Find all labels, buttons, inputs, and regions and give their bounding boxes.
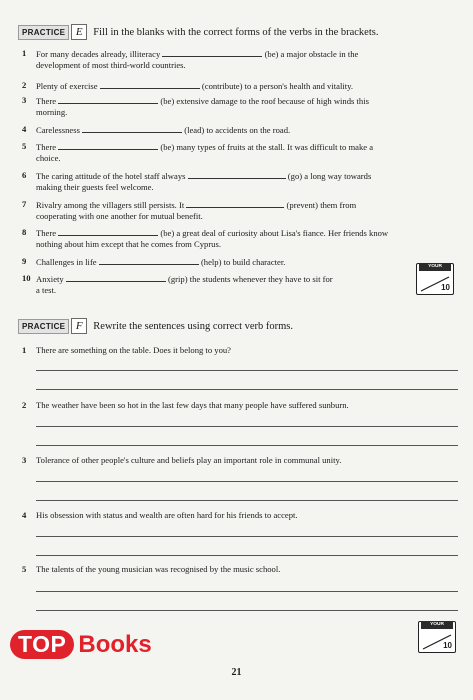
- item-text: (help) to build character.: [200, 257, 286, 267]
- item-text: There: [36, 228, 57, 238]
- section-instruction: Fill in the blanks with the correct forms of the verbs in the brackets.: [93, 26, 379, 38]
- item-text: choice.: [36, 153, 61, 163]
- answer-line[interactable]: [36, 500, 458, 501]
- answer-blank[interactable]: [58, 227, 158, 236]
- answer-blank[interactable]: [99, 256, 199, 265]
- rewrite-item: [22, 564, 442, 575]
- item-text: (be) a great deal of curiosity about Lisa's fiance. Her friends know: [160, 228, 389, 238]
- section-f-header: [18, 318, 293, 334]
- item-text: a test.: [36, 285, 57, 295]
- item-text: (contribute) to a person's health and vitality.: [201, 81, 353, 91]
- section-instruction: Rewrite the sentences using correct verb forms.: [93, 320, 294, 332]
- score-label: YOUR SCORE: [421, 621, 453, 629]
- item-text: (be) many types of fruits at the stall. It was difficult to make a: [160, 142, 374, 152]
- item-number: 5: [22, 141, 27, 151]
- item-text: Tolerance of other people's culture and beliefs play an important role in communal unity.: [36, 455, 342, 465]
- item-text: There are something on the table. Does it belong to you?: [36, 345, 231, 355]
- item-text: development of most third-world countries.: [36, 60, 186, 70]
- rewrite-item: [22, 455, 442, 466]
- answer-blank[interactable]: [66, 273, 166, 282]
- item-text: morning.: [36, 107, 68, 117]
- item-number: 10: [22, 273, 31, 283]
- answer-blank[interactable]: [58, 141, 158, 150]
- section-letter: E: [71, 24, 87, 40]
- section-letter: F: [71, 318, 87, 334]
- exercise-item: [22, 124, 442, 136]
- item-text: There: [36, 142, 57, 152]
- item-text: Anxiety: [36, 274, 64, 284]
- logo-top: TOP: [10, 630, 74, 659]
- item-number: 3: [22, 95, 27, 105]
- item-text: (be) a major obstacle in the: [264, 49, 359, 59]
- item-number: 9: [22, 256, 27, 266]
- exercise-item: [22, 256, 442, 268]
- item-text: Challenges in life: [36, 257, 97, 267]
- exercise-item: [22, 273, 372, 296]
- item-text: The talents of the young musician was recognised by the music school.: [36, 564, 281, 574]
- exercise-item: [22, 227, 442, 250]
- rewrite-item: [22, 400, 442, 411]
- item-text: nothing about him except that he comes from Cyprus.: [36, 239, 221, 249]
- answer-line[interactable]: [36, 426, 458, 427]
- exercise-item: [22, 95, 442, 118]
- item-number: 4: [22, 510, 27, 520]
- item-number: 2: [22, 400, 27, 410]
- item-number: 3: [22, 455, 27, 465]
- rewrite-item: [22, 510, 442, 521]
- exercise-item: [22, 141, 442, 164]
- practice-label: PRACTICE: [18, 25, 69, 40]
- answer-blank[interactable]: [186, 199, 284, 208]
- item-number: 2: [22, 80, 27, 90]
- answer-blank[interactable]: [100, 80, 200, 89]
- item-number: 4: [22, 124, 27, 134]
- item-text: cooperating with one another for mutual benefit.: [36, 211, 203, 221]
- item-text: (prevent) them from: [286, 200, 357, 210]
- item-text: Carelessness: [36, 125, 80, 135]
- item-number: 5: [22, 564, 27, 574]
- item-text: The caring attitude of the hotel staff always: [36, 171, 186, 181]
- answer-line[interactable]: [36, 370, 458, 371]
- item-text: (go) a long way towards: [287, 171, 372, 181]
- item-number: 6: [22, 170, 27, 180]
- exercise-item: [22, 170, 442, 193]
- exercise-item: [22, 48, 442, 71]
- item-text: Rivalry among the villagers still persists. It: [36, 200, 185, 210]
- item-text: (be) extensive damage to the roof because of high winds this: [160, 96, 369, 106]
- score-label: YOUR SCORE: [419, 263, 451, 271]
- answer-blank[interactable]: [82, 124, 182, 133]
- item-number: 1: [22, 48, 27, 58]
- answer-line[interactable]: [36, 536, 458, 537]
- item-text: There: [36, 96, 57, 106]
- exercise-item: [22, 80, 442, 92]
- logo-books: Books: [78, 630, 152, 658]
- answer-line[interactable]: [36, 610, 458, 611]
- score-max: 10: [443, 641, 452, 650]
- score-box[interactable]: [418, 621, 456, 653]
- score-max: 10: [441, 283, 450, 292]
- answer-line[interactable]: [36, 555, 458, 556]
- practice-label: PRACTICE: [18, 319, 69, 334]
- item-text: His obsession with status and wealth are often hard for his friends to accept.: [36, 510, 298, 520]
- item-number: 1: [22, 345, 27, 355]
- section-e-header: [18, 24, 378, 40]
- item-number: 7: [22, 199, 27, 209]
- exercise-item: [22, 199, 442, 222]
- answer-line[interactable]: [36, 389, 458, 390]
- item-text: (lead) to accidents on the road.: [184, 125, 291, 135]
- answer-line[interactable]: [36, 445, 458, 446]
- item-number: 8: [22, 227, 27, 237]
- answer-line[interactable]: [36, 481, 458, 482]
- item-text: For many decades already, illiteracy: [36, 49, 161, 59]
- item-text: making their guests feel welcome.: [36, 182, 154, 192]
- answer-line[interactable]: [36, 591, 458, 592]
- answer-blank[interactable]: [58, 95, 158, 104]
- rewrite-item: [22, 345, 442, 356]
- item-text: (grip) the students whenever they have to sit for: [168, 274, 333, 284]
- answer-blank[interactable]: [188, 170, 286, 179]
- answer-blank[interactable]: [162, 48, 262, 57]
- item-text: Plenty of exercise: [36, 81, 98, 91]
- item-text: The weather have been so hot in the last few days that many people have suffered sunburn.: [36, 400, 349, 410]
- score-box[interactable]: [416, 263, 454, 295]
- topbooks-logo: [10, 630, 152, 659]
- page-number: 21: [231, 667, 242, 678]
